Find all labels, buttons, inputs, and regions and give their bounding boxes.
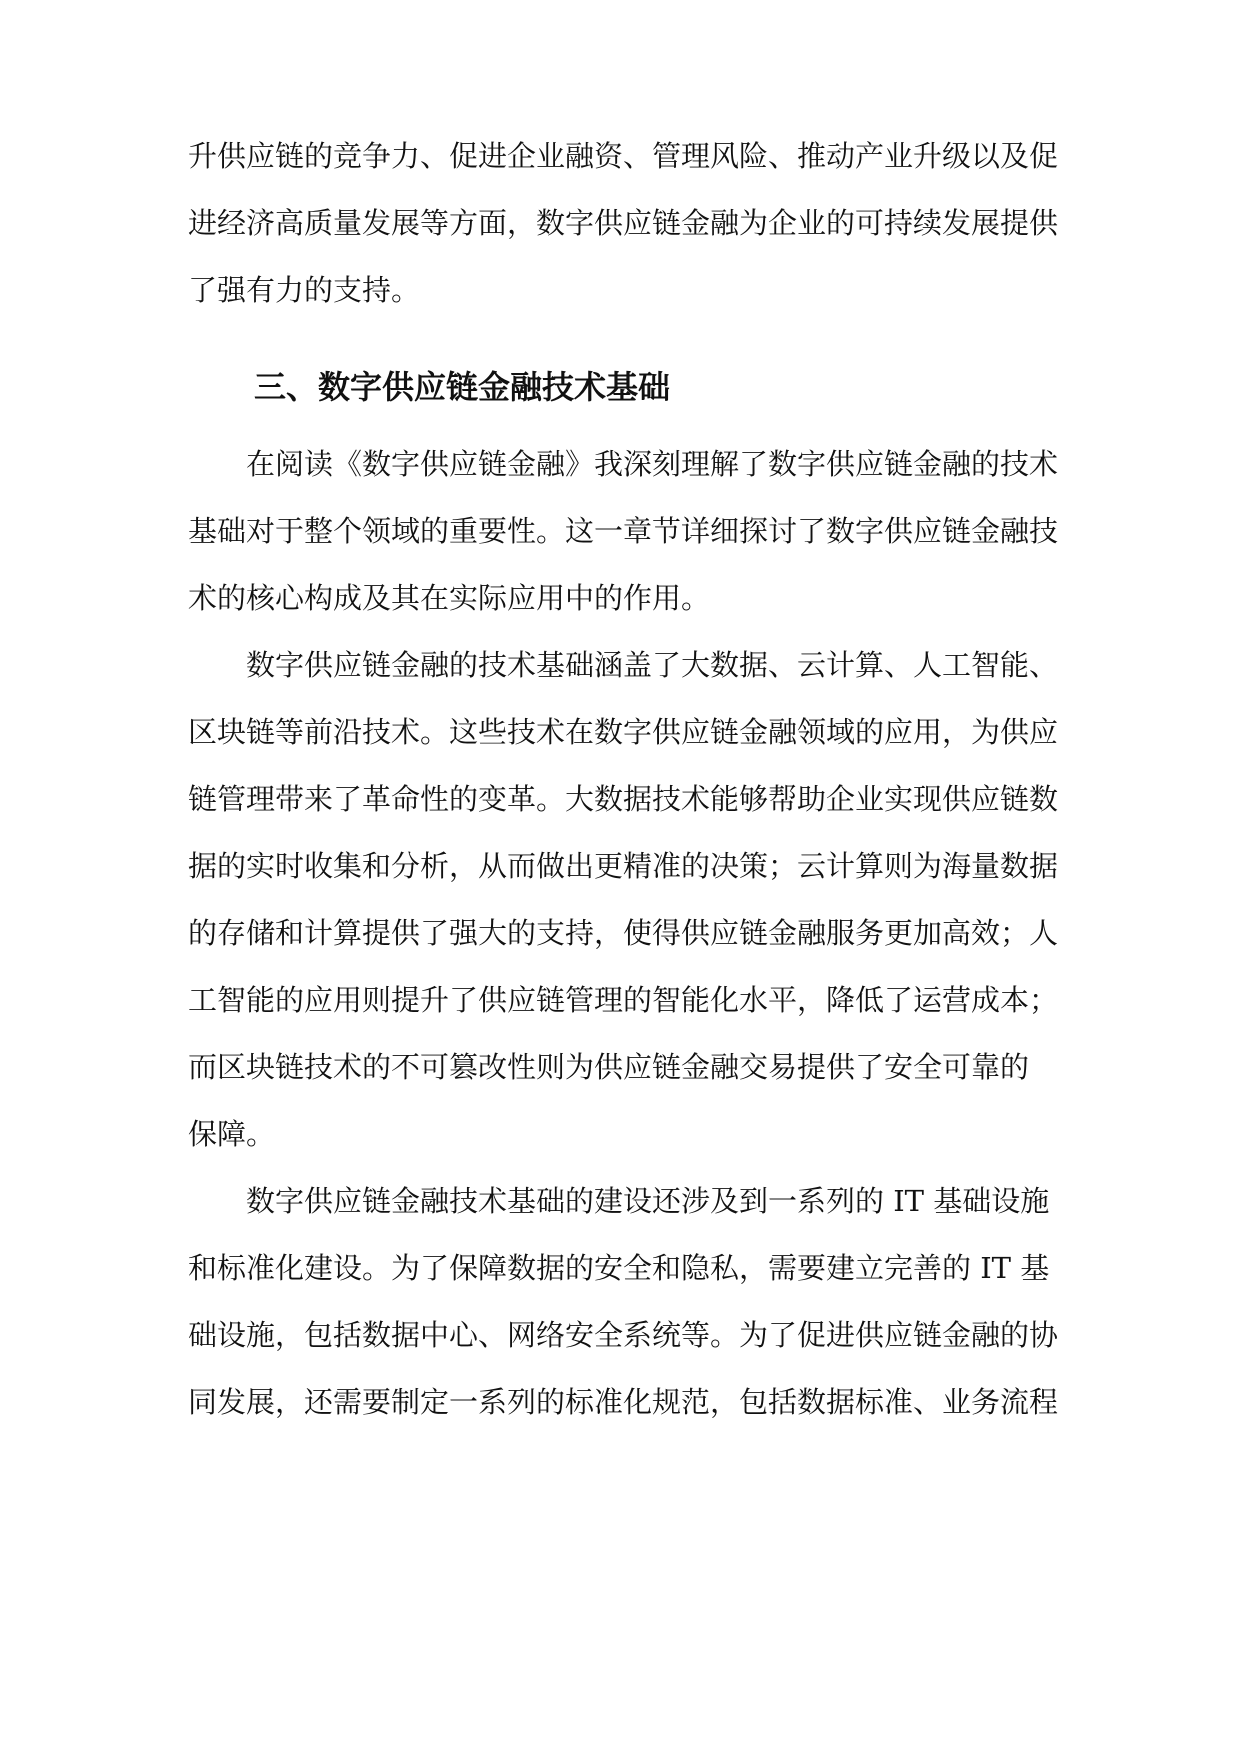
- paragraph-3-line-8: 保障。: [188, 1117, 276, 1151]
- paragraph-1-line-1: 升供应链的竞争力、促进企业融资、管理风险、推动产业升级以及促: [188, 139, 1059, 173]
- paragraph-3-line-3: 链管理带来了革命性的变革。大数据技术能够帮助企业实现供应链数: [188, 782, 1059, 816]
- paragraph-2-line-1: 在阅读《数字供应链金融》我深刻理解了数字供应链金融的技术: [246, 447, 1059, 481]
- paragraph-3-line-4: 据的实时收集和分析，从而做出更精准的决策；云计算则为海量数据: [188, 849, 1059, 883]
- paragraph-1-line-3: 了强有力的支持。: [188, 273, 421, 307]
- paragraph-3-line-7: 而区块链技术的不可篡改性则为供应链金融交易提供了安全可靠的: [188, 1050, 1030, 1084]
- paragraph-2-line-3: 术的核心构成及其在实际应用中的作用。: [188, 581, 711, 615]
- paragraph-4-line-4: 同发展，还需要制定一系列的标准化规范，包括数据标准、业务流程: [188, 1385, 1059, 1419]
- paragraph-3-line-1: 数字供应链金融的技术基础涵盖了大数据、云计算、人工智能、: [246, 648, 1059, 682]
- paragraph-3-line-5: 的存储和计算提供了强大的支持，使得供应链金融服务更加高效；人: [188, 916, 1059, 950]
- paragraph-4-line-2: 和标准化建设。为了保障数据的安全和隐私，需要建立完善的 IT 基: [188, 1251, 1050, 1285]
- paragraph-3-line-2: 区块链等前沿技术。这些技术在数字供应链金融领域的应用，为供应: [188, 715, 1059, 749]
- paragraph-2-line-2: 基础对于整个领域的重要性。这一章节详细探讨了数字供应链金融技: [188, 514, 1059, 548]
- section-heading: 三、数字供应链金融技术基础: [254, 368, 671, 406]
- paragraph-4-line-3: 础设施，包括数据中心、网络安全系统等。为了促进供应链金融的协: [188, 1318, 1059, 1352]
- paragraph-4-line-1: 数字供应链金融技术基础的建设还涉及到一系列的 IT 基础设施: [246, 1184, 1050, 1218]
- paragraph-3-line-6: 工智能的应用则提升了供应链管理的智能化水平，降低了运营成本；: [188, 983, 1059, 1017]
- paragraph-1-line-2: 进经济高质量发展等方面，数字供应链金融为企业的可持续发展提供: [188, 206, 1059, 240]
